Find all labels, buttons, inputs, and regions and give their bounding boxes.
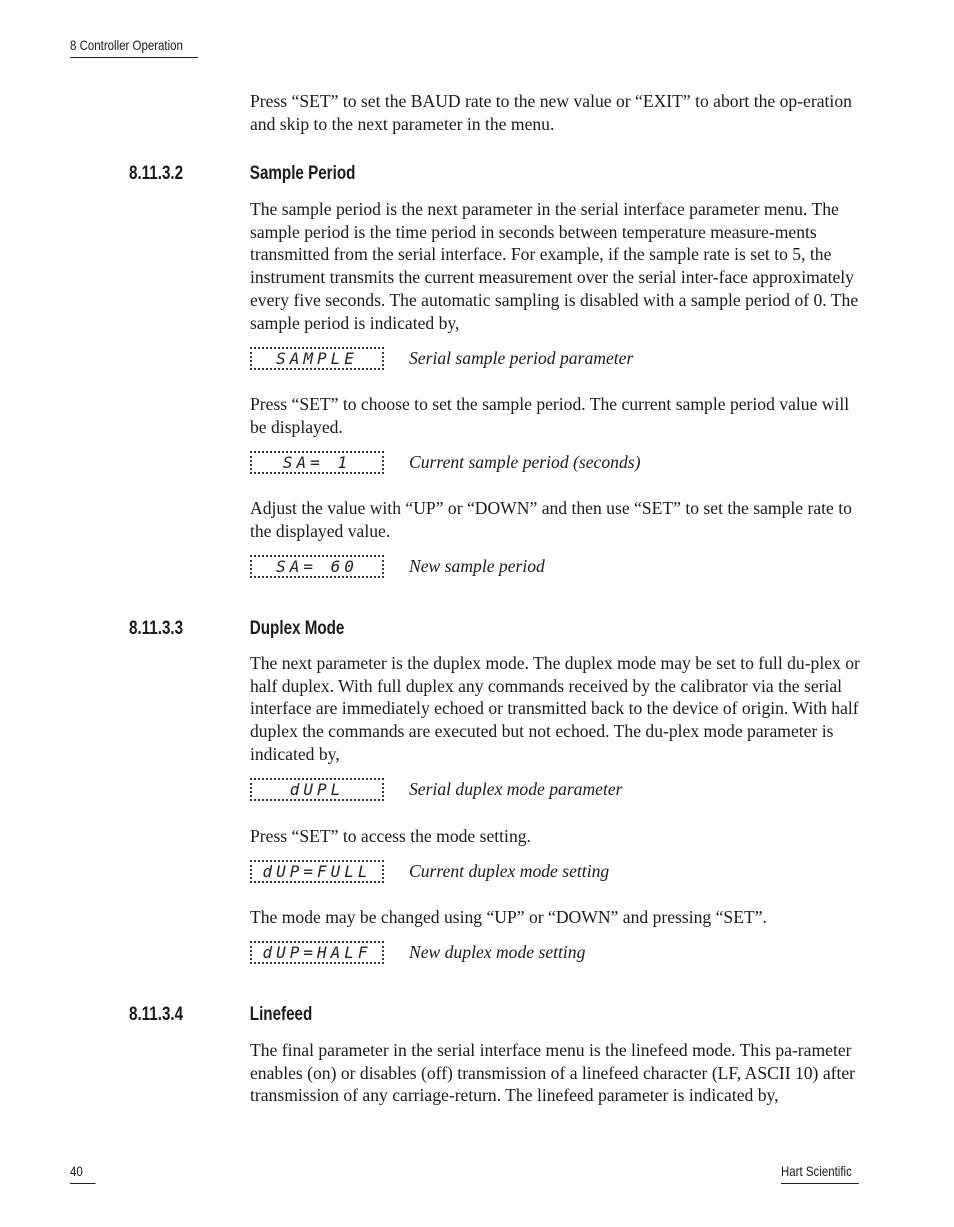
lcd-display-current-sample: SA= 1: [250, 451, 384, 474]
section-title: Sample Period: [249, 163, 356, 184]
display-caption: Current duplex mode setting: [409, 861, 610, 881]
intro-paragraph: Press “SET” to set the BAUD rate to the new value or “EXIT” to abort the op-eration and skip to the next parameter in the menu.: [250, 91, 852, 134]
duplex-mode-paragraph-1: The next parameter is the duplex mode. The duplex mode may be set to full du-plex or half duplex. With full duplex any commands received by the calibrator via the serial interface are immediately echoed or transmitted back to the device of origin. With half duplex the commands are executed but not echoed. The du-plex mode parameter is indicated by,: [250, 653, 860, 764]
section-heading-linefeed: [129, 1004, 312, 1026]
linefeed-paragraph-1: The final parameter in the serial interface menu is the linefeed mode. This pa-rameter enables (on) or disables (off) transmission of a linefeed character (LF, ASCII 10) after transmission of any carriage-return. The linefeed parameter is indicated by,: [250, 1040, 856, 1106]
section-number: 8.11.3.3: [129, 618, 184, 639]
running-header: 8 Controller Operation: [70, 37, 198, 58]
section-number: 8.11.3.2: [129, 163, 184, 184]
display-caption: New duplex mode setting: [409, 942, 586, 962]
section-title: Linefeed: [249, 1004, 313, 1025]
lcd-display-duplex: dUPL: [250, 778, 384, 801]
lcd-display-duplex-half: dUP=HALF: [250, 941, 384, 964]
footer-brand: Hart Scientific: [781, 1163, 859, 1184]
duplex-mode-paragraph-3: The mode may be changed using “UP” or “DOWN” and pressing “SET”.: [250, 907, 767, 927]
lcd-display-sample: SAMPLE: [250, 347, 384, 370]
sample-period-paragraph-2: Press “SET” to choose to set the sample period. The current sample period value will be displayed.: [250, 394, 850, 437]
display-caption: Current sample period (seconds): [409, 452, 641, 472]
lcd-display-new-sample: SA= 60: [250, 555, 384, 578]
section-heading-sample-period: [129, 163, 355, 185]
section-number: 8.11.3.4: [129, 1004, 184, 1025]
page-number: 40: [70, 1163, 95, 1184]
sample-period-paragraph-1: The sample period is the next parameter in the serial interface parameter menu. The sample period is the time period in seconds between temperature measure-ments transmitted from the serial interface. For example, if the sample rate is set to 5, the instrument transmits the current measurement over the serial inter-face approximately every five seconds. The automatic sampling is disabled with a sample period of 0. The sample period is indicated by,: [250, 199, 859, 333]
display-caption: New sample period: [409, 556, 545, 576]
duplex-mode-paragraph-2: Press “SET” to access the mode setting.: [250, 826, 531, 846]
display-caption: Serial duplex mode parameter: [409, 779, 623, 799]
display-caption: Serial sample period parameter: [409, 348, 634, 368]
lcd-display-duplex-full: dUP=FULL: [250, 860, 384, 883]
section-title: Duplex Mode: [249, 618, 345, 639]
sample-period-paragraph-3: Adjust the value with “UP” or “DOWN” and then use “SET” to set the sample rate to the displayed value.: [250, 498, 852, 541]
section-heading-duplex-mode: [129, 618, 344, 640]
